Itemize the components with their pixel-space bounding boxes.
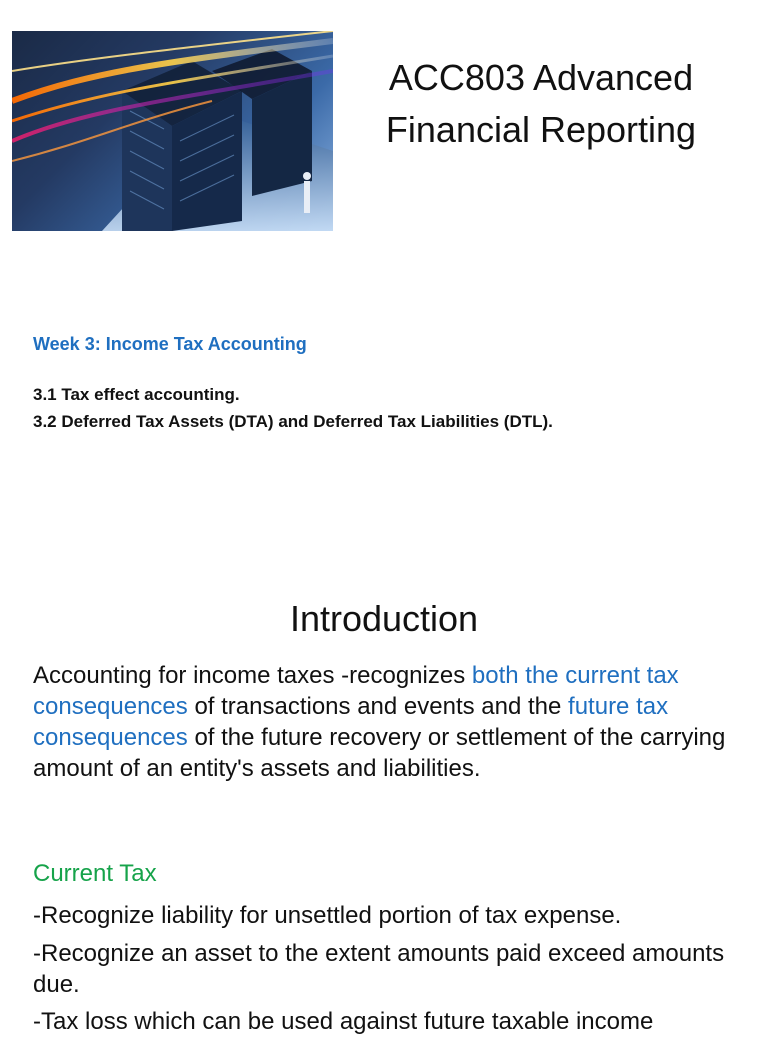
server-room-illustration bbox=[12, 31, 333, 231]
week-title: Week 3: Income Tax Accounting bbox=[33, 334, 307, 354]
topic-item: 3.2 Deferred Tax Assets (DTA) and Deferred Tax Liabilities (DTL). bbox=[33, 412, 553, 431]
section-title: Introduction bbox=[289, 598, 479, 639]
paragraph-text: of the future recovery or settlement of the carrying amount of an entity's assets and liabilities. bbox=[33, 724, 726, 782]
bullet-item: -Tax loss which can be used against future taxable income bbox=[33, 1008, 654, 1035]
hero-image bbox=[12, 31, 333, 231]
current-tax-heading: Current Tax bbox=[33, 860, 157, 887]
topic-item: 3.1 Tax effect accounting. bbox=[33, 385, 240, 404]
intro-paragraph bbox=[33, 660, 738, 784]
course-title-line-1: ACC803 Advanced bbox=[388, 57, 694, 98]
course-title-line-2: Financial Reporting bbox=[385, 109, 697, 150]
bullet-item: -Recognize liability for unsettled portion of tax expense. bbox=[33, 902, 622, 929]
paragraph-highlight: future tax consequences bbox=[33, 693, 669, 751]
bullet-item: -Recognize an asset to the extent amounts paid exceed amounts due. bbox=[33, 940, 725, 998]
course-title bbox=[356, 52, 726, 156]
paragraph-highlight: both the current tax consequences bbox=[33, 662, 679, 720]
paragraph-text: of transactions and events and the bbox=[187, 693, 569, 720]
paragraph-text: Accounting for income taxes -recognizes bbox=[33, 662, 472, 689]
